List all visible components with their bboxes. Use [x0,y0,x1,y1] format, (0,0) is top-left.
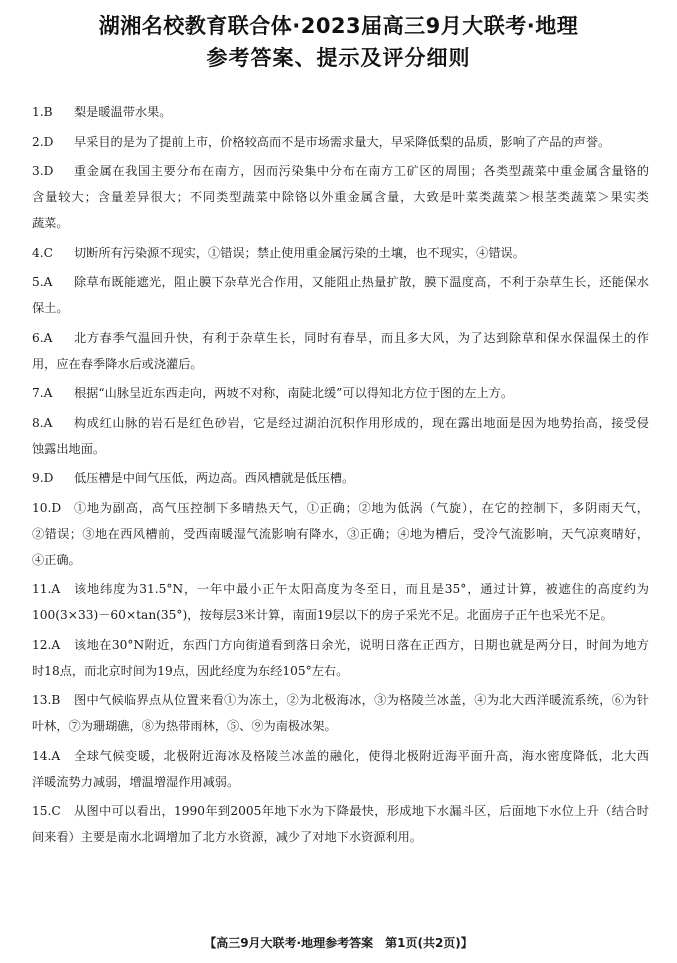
answer-line: 时18点，而北京时间为19点，因此经度为东经105°左右。 [32,663,349,678]
answer-line: 该地在30°N附近，东西门方向街道看到落日余光，说明日落在正西方，日期也就是两分日，时间为地方 [74,637,649,652]
answer-line: ②错误；③地在西风槽前，受西南暖湿气流影响有降水，③正确；④地为槽后，受冷气流影响，天气凉爽晴好， [32,526,649,541]
answer-item [32,798,649,850]
answer-line: 含量较大；含量差异很大；不同类型蔬菜中除铬以外重金属含量，大致是叶菜类蔬菜＞根茎类蔬菜＞果实类 [32,190,649,204]
answer-line: 保土。 [32,301,69,315]
answer-number: 1.B [32,105,53,119]
answer-number: 8.A [32,415,53,430]
answer-item [32,410,649,462]
answer-item [32,465,649,491]
answer-line: 切断所有污染源不现实，①错误；禁止使用重金属污染的土壤，也不现实，④错误。 [74,245,525,260]
answer-item [32,269,649,321]
answer-item [32,240,649,266]
answer-line: 该地纬度为31.5°N，一年中最小正午太阳高度为冬至日，而且是35°，通过计算，被遮住的高度约为 [74,582,649,596]
answer-line: ①地为副高，高气压控制下多晴热天气，①正确；②地为低涡（气旋），在它的控制下，多阴雨天气， [74,500,649,515]
answer-line: 100(3×33)－60×tan(35°)，按每层3米计算，南面19层以下的房子采光不足。北面房子正午也采光不足。 [32,608,613,622]
answer-line: 除草布既能遮光，阻止膜下杂草光合作用，又能阻止热量扩散，膜下温度高，不利于杂草生长，还能保水 [74,275,649,289]
answer-item [32,632,649,684]
answer-line: 根据“山脉呈近东西走向，两坡不对称，南陡北缓”可以得知北方位于图的左上方。 [74,386,514,400]
answer-number: 9.D [32,471,54,485]
answer-line: 全球气候变暖，北极附近海冰及格陵兰冰盖的融化，使得北极附近海平面升高，海水密度降低，北大西 [74,748,649,763]
answer-item [32,576,649,628]
answer-number: 2.D [32,134,54,149]
answer-line: 图中气候临界点从位置来看①为冻土，②为北极海冰，③为格陵兰冰盖，④为北大西洋暖流系统，⑥为针 [74,693,649,707]
page-title: 湖湘名校教育联合体·2023届高三9月大联考·地理 [98,14,579,38]
answer-line: 梨是暖温带水果。 [74,105,172,119]
answer-line: 蚀露出地面。 [32,441,106,456]
answer-item [32,325,649,377]
answer-number: 12.A [32,637,61,652]
answer-number: 13.B [32,693,61,707]
answer-number: 14.A [32,748,61,763]
answer-explanation [74,465,649,491]
answer-item [32,158,649,236]
page-subtitle: 参考答案、提示及评分细则 [206,46,471,70]
answer-line: 蔬菜。 [32,216,69,230]
answer-line: 洋暖流势力减弱，增温增湿作用减弱。 [32,774,240,789]
answer-line: 从图中可以看出，1990年到2005年地下水为下降最快，形成地下水漏斗区，后面地下水位上升（结合时 [74,804,649,818]
answer-line: 间来看）主要是南水北调增加了北方水资源，减少了对地下水资源利用。 [32,830,422,844]
answer-number: 7.A [32,386,53,400]
answer-number: 5.A [32,275,53,289]
answer-number: 3.D [32,164,54,178]
answer-number: 15.C [32,804,61,818]
answer-line: 用，应在春季降水后或浇灌后。 [32,356,203,371]
answer-explanation [74,240,649,266]
answer-line: 低压槽是中间气压低，两边高。西风槽就是低压槽。 [74,471,355,485]
answer-explanation [74,129,649,155]
answer-list [32,99,649,854]
answer-explanation [74,380,649,406]
answer-item [32,743,649,795]
page-footer: 【高三9月大联考·地理参考答案 第1页(共2页)】 [204,936,473,950]
answer-item [32,99,649,125]
answer-line: 构成红山脉的岩石是红色砂岩，它是经过湖泊沉积作用形成的，现在露出地面是因为地势抬高，接受侵 [74,415,649,430]
answer-line: ④正确。 [32,552,81,567]
answer-line: 重金属在我国主要分布在南方，因而污染集中分布在南方工矿区的周围；各类型蔬菜中重金属含量铬的 [74,164,649,178]
answer-line: 北方春季气温回升快，有利于杂草生长，同时有春旱，而且多大风，为了达到除草和保水保温保土的作 [74,330,649,345]
answer-number: 4.C [32,245,53,260]
answer-line: 叶林，⑦为珊瑚礁，⑧为热带雨林，⑤、⑨为南极冰架。 [32,719,337,733]
answer-number: 6.A [32,330,53,345]
answer-number: 11.A [32,582,61,596]
answer-explanation [74,99,649,125]
answer-item [32,495,649,573]
answer-number: 10.D [32,500,62,515]
answer-item [32,129,649,155]
answer-item [32,380,649,406]
answer-line: 早采目的是为了提前上市，价格较高而不是市场需求量大，早采降低梨的品质，影响了产品的声誉。 [74,134,611,149]
answer-item [32,687,649,739]
